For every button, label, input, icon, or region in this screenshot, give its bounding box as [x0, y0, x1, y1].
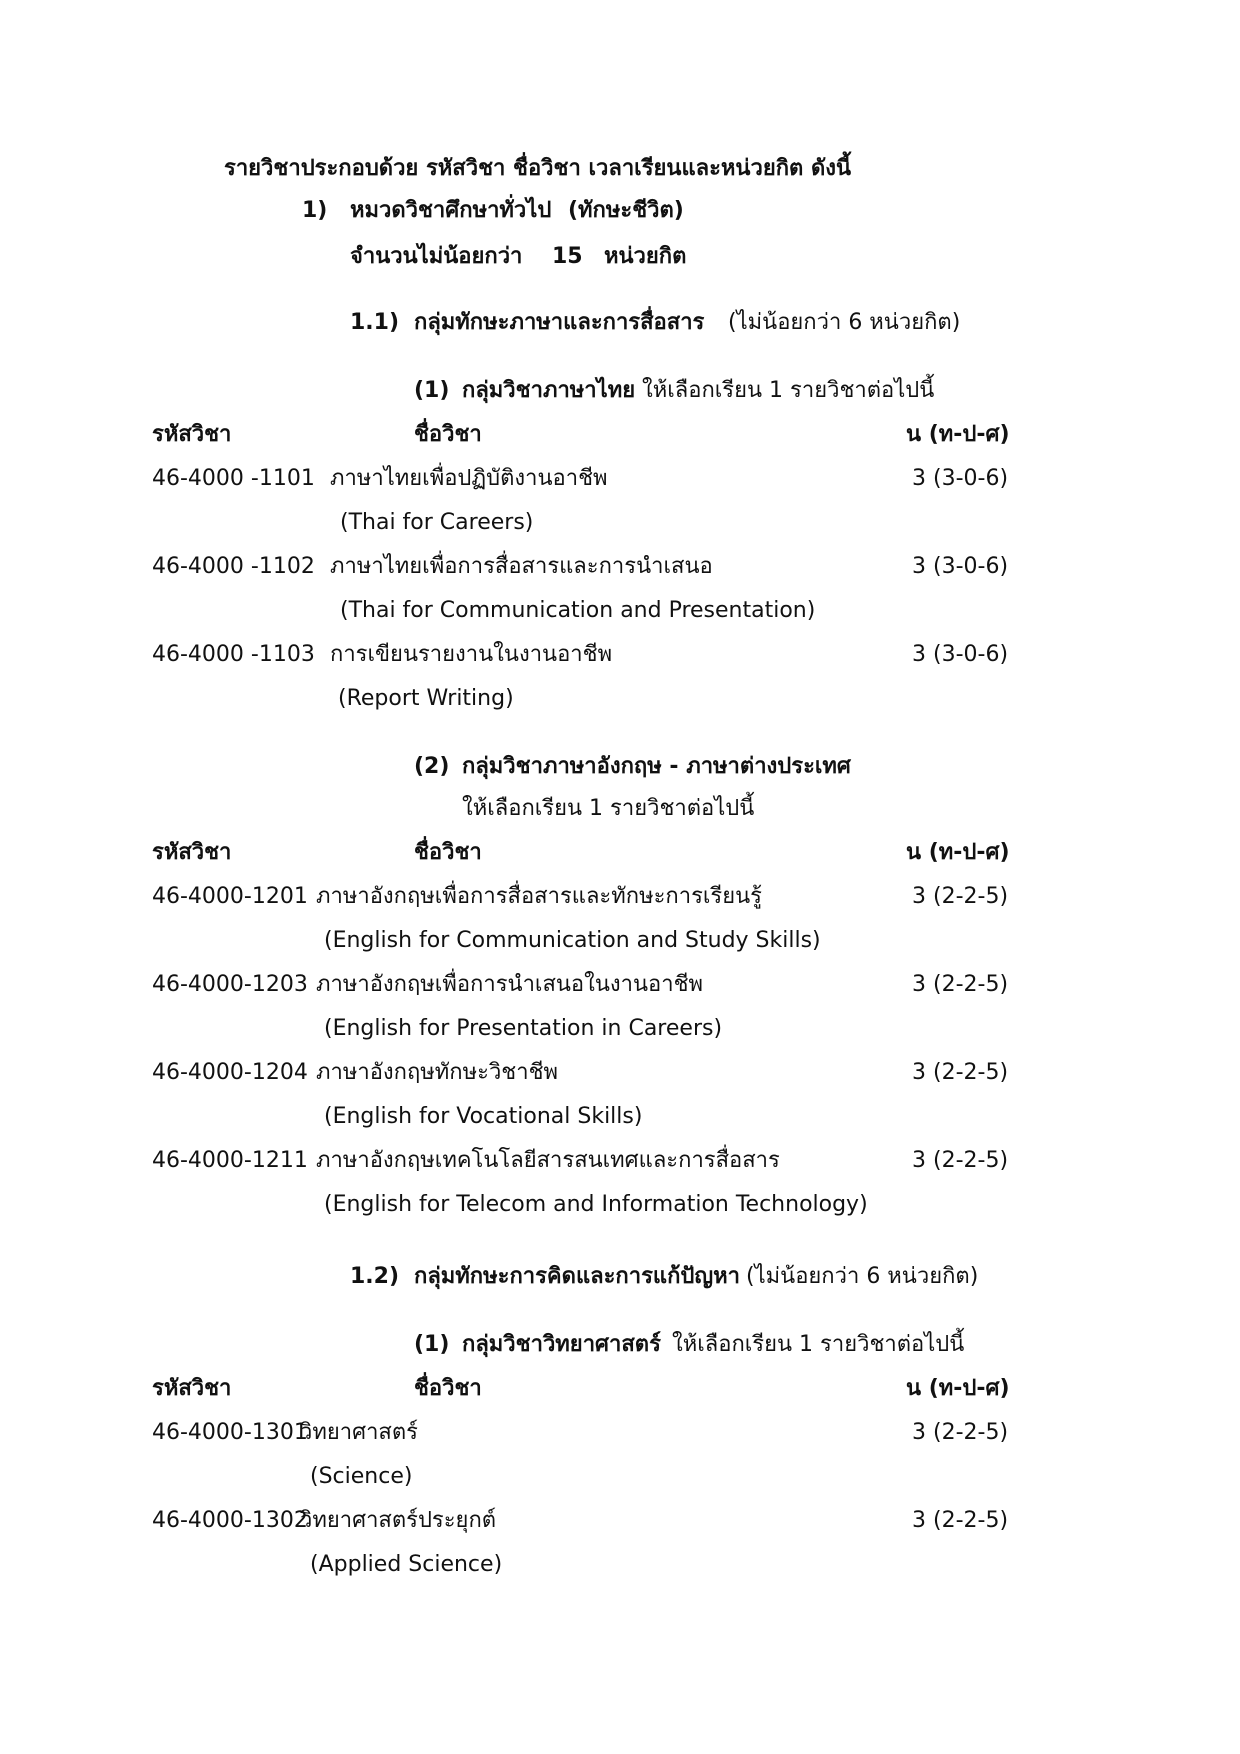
category-number: 1) [302, 198, 328, 223]
course-code: 46-4000 -1101 [152, 466, 315, 491]
group-science-title: กลุ่มวิชาวิทยาศาสตร์ [462, 1332, 661, 1357]
header-code: รหัสวิชา [152, 422, 232, 447]
course-credit: 3 (2-2-5) [912, 1420, 1009, 1445]
course-name-en: (English for Communication and Study Skills) [324, 928, 821, 953]
course-name-th: ภาษาไทยเพื่อการสื่อสารและการนำเสนอ [330, 554, 713, 579]
course-code: 46-4000-1201 [152, 884, 308, 909]
course-name-th: ภาษาไทยเพื่อปฏิบัติงานอาชีพ [330, 466, 608, 491]
course-name-th: การเขียนรายงานในงานอาชีพ [330, 642, 613, 667]
header-name: ชื่อวิชา [414, 1376, 482, 1401]
course-code: 46-4000-1204 [152, 1060, 308, 1085]
course-credit: 3 (2-2-5) [912, 884, 1009, 909]
course-name-en: (Thai for Careers) [340, 510, 534, 535]
group-english-instruction: ให้เลือกเรียน 1 รายวิชาต่อไปนี้ [462, 796, 755, 821]
header-code: รหัสวิชา [152, 1376, 232, 1401]
group-english-number: (2) [414, 754, 450, 779]
course-code: 46-4000-1301 [152, 1420, 308, 1445]
group-english-title: กลุ่มวิชาภาษาอังกฤษ - ภาษาต่างประเทศ [462, 754, 851, 779]
group-thai-title: กลุ่มวิชาภาษาไทย [462, 378, 636, 403]
course-name-en: (English for Presentation in Careers) [324, 1016, 723, 1041]
course-name-th: ภาษาอังกฤษเพื่อการสื่อสารและทักษะการเรียนรู้ [316, 884, 762, 909]
credit-value: 15 [552, 244, 583, 269]
course-credit: 3 (2-2-5) [912, 972, 1009, 997]
course-name-th: ภาษาอังกฤษทักษะวิชาชีพ [316, 1060, 559, 1085]
course-name-en: (Report Writing) [338, 686, 514, 711]
course-credit: 3 (2-2-5) [912, 1148, 1009, 1173]
course-code: 46-4000 -1102 [152, 554, 315, 579]
course-name-en: (English for Vocational Skills) [324, 1104, 643, 1129]
header-credit: น (ท-ป-ศ) [906, 840, 1010, 865]
section-1-1-number: 1.1) [350, 310, 400, 335]
course-name-en: (English for Telecom and Information Technology) [324, 1192, 868, 1217]
course-credit: 3 (2-2-5) [912, 1508, 1009, 1533]
header-name: ชื่อวิชา [414, 422, 482, 447]
course-credit: 3 (2-2-5) [912, 1060, 1009, 1085]
intro-text: รายวิชาประกอบด้วย รหัสวิชา ชื่อวิชา เวลาเรียนและหน่วยกิต ดังนี้ [224, 156, 852, 181]
section-1-2-number: 1.2) [350, 1264, 400, 1289]
course-credit: 3 (3-0-6) [912, 554, 1009, 579]
section-1-1-note: (ไม่น้อยกว่า 6 หน่วยกิต) [728, 310, 961, 335]
credit-unit: หน่วยกิต [604, 244, 687, 269]
course-code: 46-4000-1211 [152, 1148, 308, 1173]
group-thai-instruction: ให้เลือกเรียน 1 รายวิชาต่อไปนี้ [642, 378, 935, 403]
course-code: 46-4000 -1103 [152, 642, 315, 667]
course-name-th: วิทยาศาสตร์ประยุกต์ [300, 1508, 497, 1533]
course-credit: 3 (3-0-6) [912, 642, 1009, 667]
credit-prefix: จำนวนไม่น้อยกว่า [350, 244, 523, 269]
header-name: ชื่อวิชา [414, 840, 482, 865]
category-title: หมวดวิชาศึกษาทั่วไป [350, 198, 552, 223]
section-1-1-title: กลุ่มทักษะภาษาและการสื่อสาร [414, 310, 705, 335]
category-subtitle: (ทักษะชีวิต) [568, 198, 684, 223]
section-1-2-note: (ไม่น้อยกว่า 6 หน่วยกิต) [746, 1264, 979, 1289]
section-1-2-title: กลุ่มทักษะการคิดและการแก้ปัญหา [414, 1264, 740, 1289]
course-name-th: ภาษาอังกฤษเพื่อการนำเสนอในงานอาชีพ [316, 972, 704, 997]
course-code: 46-4000-1203 [152, 972, 308, 997]
group-science-number: (1) [414, 1332, 450, 1357]
course-name-en: (Thai for Communication and Presentation) [340, 598, 816, 623]
course-name-en: (Science) [310, 1464, 413, 1489]
header-credit: น (ท-ป-ศ) [906, 422, 1010, 447]
course-name-en: (Applied Science) [310, 1552, 503, 1577]
header-credit: น (ท-ป-ศ) [906, 1376, 1010, 1401]
group-science-instruction: ให้เลือกเรียน 1 รายวิชาต่อไปนี้ [672, 1332, 965, 1357]
course-name-th: วิทยาศาสตร์ [300, 1420, 418, 1445]
group-thai-number: (1) [414, 378, 450, 403]
header-code: รหัสวิชา [152, 840, 232, 865]
course-credit: 3 (3-0-6) [912, 466, 1009, 491]
course-name-th: ภาษาอังกฤษเทคโนโลยีสารสนเทศและการสื่อสาร [316, 1148, 780, 1173]
course-code: 46-4000-1302 [152, 1508, 308, 1533]
